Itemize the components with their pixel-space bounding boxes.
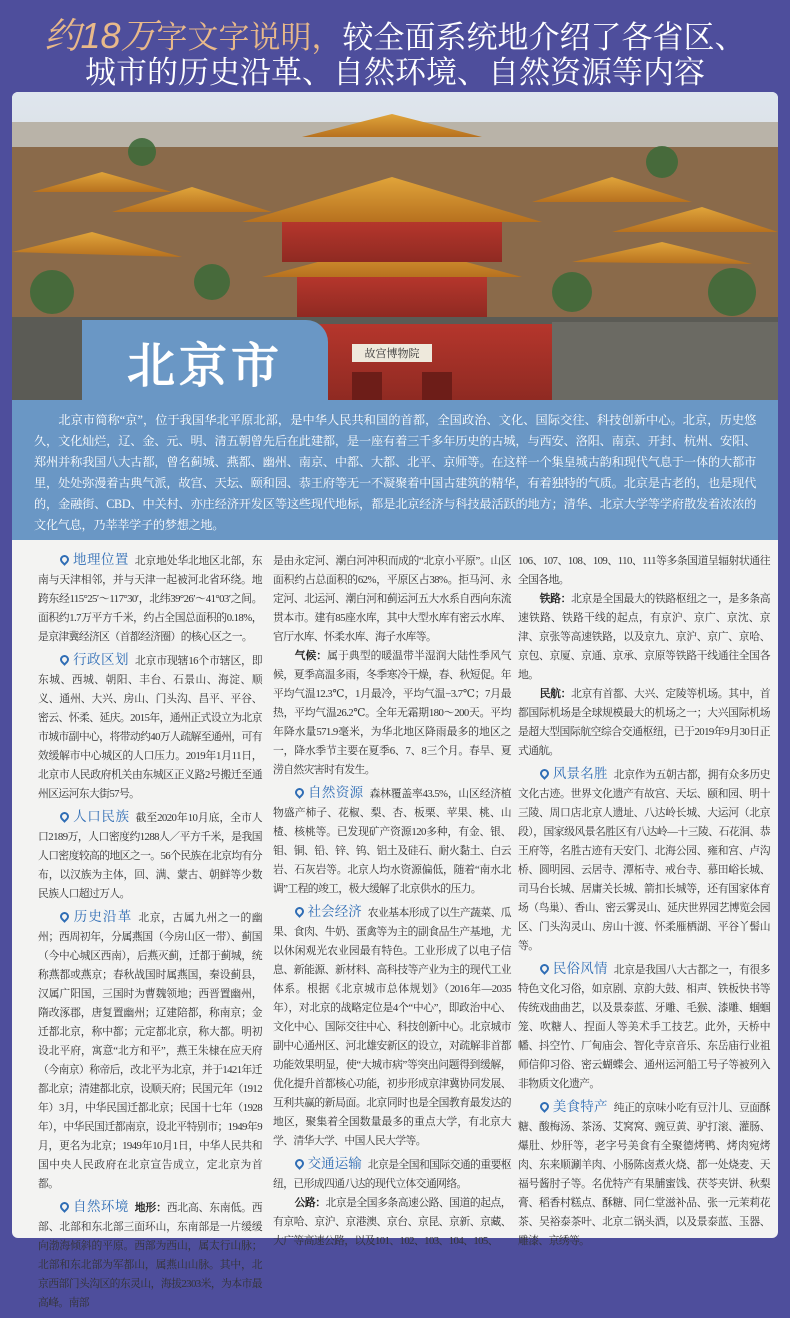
paragraph-text: 西北高、东南低。西部、北部和东北部三面环山，东南部是一片缓缓向渤海倾斜的平原。西部为西山，属太行山脉；北部和东北部为军都山，属燕山山脉。其中，北京西部门头沟区的东灵山，海拔2303米，为本市最高峰。南部 (38, 1202, 263, 1309)
paragraph-text: 北京是我国八大古都之一，有很多特色文化习俗，如京剧、京韵大鼓、相声、铁板快书等传统戏曲曲艺，以及景泰蓝、牙雕、毛猴、漆雕、蝈蝈笼、吹糖人、捏面人等美术手工技艺。此外，天桥中幡、抖空竹、厂甸庙会、智化寺京音乐、东岳庙行业祖师信仰习俗、密云蝴蝶会、通州运河船工号子等被列入非物质文化遗产。 (518, 964, 770, 1090)
paragraph-text: 北京，古属九州之一的幽州；西周初年，分属燕国（今房山区一带）、蓟国（今中心城区西南），后燕灭蓟，迁都于蓟城，统称燕都或燕京；春秋战国时属燕国，秦设蓟县，汉属广阳国，三国时为曹魏领地；西晋置幽州，隋改涿郡，唐复置幽州；辽建陪都，称南京；金迁都北京，称中都；元定都北京，称大都。明初设北平府，寓意“北方和平”，燕王朱棣在应天府（今南京）称帝后，改北平为北京，并于1421年迁都北京；清建都北京，设顺天府；民国元年（1912年）3月，中华民国迁都北京；民国十七年（1928年），中华民国迁都南京，设北平特别市；1949年9月，更名为北京；1949年10月1日，中华人民共和国中央人民政府在北京宣告成立，定北京为首都。 (38, 912, 262, 1190)
subsection-label: 公路： (294, 1197, 326, 1209)
subsection-paragraph (518, 685, 770, 761)
city-title: 北京市 (126, 339, 283, 393)
paragraph-text: 北京是全国和国际交通的重要枢纽，已形成四通八达的现代立体交通网络。 (273, 1159, 511, 1190)
section-paragraph (38, 552, 262, 647)
location-pin-icon (293, 905, 306, 918)
section-title: 人口民族 (72, 809, 130, 824)
column-1 (38, 552, 262, 1318)
section-paragraph (518, 766, 770, 956)
column-3 (518, 552, 770, 1256)
section-paragraph (38, 809, 262, 904)
subsection-paragraph (273, 1194, 511, 1251)
location-pin-icon (538, 767, 551, 780)
paragraph-text: 北京是全国多条高速公路、国道的起点，有京哈、京沪、京港澳、京台、京昆、京新、京藏、大广等高速公路，以及101、102、103、104、105、 (273, 1197, 511, 1247)
subsection-label: 铁路： (539, 593, 572, 605)
subsection-label: 气候： (294, 650, 328, 662)
location-pin-icon (58, 653, 71, 666)
section-title: 自然环境 (72, 1199, 129, 1214)
section-title: 交通运输 (307, 1156, 362, 1171)
content-panel (12, 92, 778, 1309)
subsection-paragraph (273, 647, 511, 780)
headline-accent: 字文字说明， (156, 20, 343, 55)
location-pin-icon (58, 910, 71, 923)
location-pin-icon (293, 1157, 306, 1170)
section-title: 行政区划 (72, 652, 129, 667)
paragraph-text: 北京有首都、大兴、定陵等机场。其中，首都国际机场是全球规模最大的机场之一；大兴国际机场是超大型国际航空综合交通枢纽，已于2019年9月30日正式通航。 (518, 688, 770, 757)
subsection-paragraph (518, 590, 770, 685)
section-title: 民俗风情 (552, 961, 608, 976)
city-title-box (82, 320, 328, 402)
section-paragraph (38, 909, 262, 1194)
photo-sign-text: 故宫博物院 (364, 348, 420, 360)
location-pin-icon (538, 1100, 551, 1113)
paragraph-text: 属于典型的暖温带半湿润大陆性季风气候，夏季高温多雨，冬季寒冷干燥，春、秋短促。年平均气温12.3℃，1月最冷，平均气温−3.7℃；7月最热，平均气温26.2℃。全年无霜期180～200天。平均年降水量571.9毫米，为华北地区降雨最多的地区之一，降水季节主要在夏季6、7、8三个月。春旱、夏涝自然灾害时有发生。 (273, 650, 511, 776)
section-title: 自然资源 (307, 785, 364, 800)
paragraph-text: 截至2020年10月底，全市人口2189万，人口密度约1288人／平方千米，是我国人口密度较高的地区之一。56个民族在北京均有分布，以汉族为主体，回、满、蒙古、朝鲜等少数民族人口超过万人。 (38, 812, 263, 900)
continued-paragraph (273, 552, 511, 647)
paragraph-text: 是由永定河、潮白河冲积而成的“北京小平原”。山区面积约占总面积的62%，平原区占38%。拒马河、永定河、北运河、潮白河和蓟运河五大水系自西向东流贯本市。建有85座水库，其中大型水库有密云水库、官厅水库、怀柔水库、海子水库等。 (273, 555, 511, 643)
continued-paragraph (518, 552, 770, 590)
headline-rest: 较全面系统地介绍了各省区、 (342, 20, 746, 55)
paragraph-text: 北京是全国最大的铁路枢纽之一，是多条高速铁路、铁路干线的起点，有京沪、京广、京沈、京津、京张等高速铁路，以及京九、京沪、京广、京哈、京包、京厦、京通、京承、京原等铁路干线通往全国各地。 (518, 593, 770, 681)
paragraph-text: 北京市现辖16个市辖区，即东城、西城、朝阳、丰台、石景山、海淀、顺义、通州、大兴、房山、门头沟、昌平、平谷、密云、怀柔、延庆。2015年，通州正式设立为北京市城市副中心，将带动约40万人疏解至通州，可有效缓解市中心城区的人口压力。2019年1月11日，北京市人民政府机关由东城区正义路2号搬迁至通州区运河东大街57号。 (38, 655, 262, 800)
paragraph-text: 森林覆盖率43.5%，山区经济植物盛产柿子、花椒、梨、杏、板栗、苹果、桃、山楂、核桃等。已发现矿产资源120多种，有金、银、钼、铜、铅、锌、钨、铝土及硅石、耐火黏土、白云岩、石灰岩等。北京人均水资源偏低，随着“南水北调”工程的竣工，极大缓解了北京供水的压力。 (273, 788, 511, 895)
section-paragraph (273, 904, 511, 1151)
paragraph-text: 农业基本形成了以生产蔬菜、瓜果、食肉、牛奶、蛋禽等为主的副食品生产基地，尤以休闲观光农业园最有特色。工业形成了以电子信息、新能源、新材料、高科技等产业为主的现代工业体系。根据《北京城市总体规划》（2016年—2035年），对北京的战略定位是4个“中心”，即政治中心、文化中心、国际交往中心、科技创新中心。北京城市副中心通州区、河北雄安新区的设立，对疏解非首都功能效果明显，使“大城市病”等突出问题得到缓解，优化提升首都核心功能，初步形成京津冀协同发展、互利共赢的新局面。北京同时也是全国教育最发达的地区，聚集着全国数量最多的重点大学，有北京大学、清华大学、中国人民大学等。 (273, 907, 511, 1147)
paragraph-text: 纯正的京味小吃有豆汁儿、豆面酥糖、酸梅汤、茶汤、艾窝窝、豌豆黄、驴打滚、灌肠、爆肚、炒肝等，老字号美食有全聚德烤鸭、烤肉宛烤肉、东来顺涮羊肉、小肠陈卤煮火烧、都一处烧麦、天福号酱肘子等。名优特产有果脯蜜饯、茯苓夹饼、秋梨膏、稻香村糕点、酥糖、同仁堂滋补品、张一元茉莉花茶、吴裕泰茶叶、北京二锅头酒，以及景泰蓝、玉器、雕漆、京绣等。 (518, 1102, 770, 1247)
intro-paragraph: 北京市简称“京”，位于我国华北平原北部，是中华人民共和国的首都，全国政治、文化、国际交往、科技创新中心。北京，历史悠久，文化灿烂，辽、金、元、明、清五朝曾先后在此建都，是一座有着三千多年历史的古城，与西安、洛阳、南京、开封、杭州、安阳、郑州并称我国八大古都，曾名蓟城、燕都、幽州、南京、中都、大都、北平、京师等。在这样一个集皇城古韵和现代气息于一体的大都市里，处处弥漫着古典气派，故宫、天坛、颐和园、恭王府等无一不凝聚着中国古建筑的精华，有着独特的气质。北京是古老的，也是现代的，金融街、CBD、中关村、亦庄经济开发区等这些现代地标，都是北京经济与科技最活跃的地方；清华、北京大学等学府散发着浓浓的文化气息，乃莘莘学子的梦想之地。 (12, 400, 778, 540)
section-paragraph (518, 1099, 770, 1251)
location-pin-icon (58, 553, 71, 566)
section-title: 风景名胜 (552, 766, 608, 781)
location-pin-icon (538, 962, 551, 975)
section-paragraph (273, 1156, 511, 1194)
subsection-label: 民航： (539, 688, 572, 700)
section-paragraph (518, 961, 770, 1094)
section-paragraph (38, 1199, 262, 1313)
subsection-label: 地形： (134, 1202, 167, 1214)
location-pin-icon (293, 786, 306, 799)
column-2 (273, 552, 511, 1251)
headline-accent-big: 约18万 (44, 15, 157, 56)
section-title: 美食特产 (552, 1099, 608, 1114)
headline-line-2: 城市的历史沿革、自然环境、自然资源等内容 (85, 55, 705, 90)
location-pin-icon (58, 810, 71, 823)
paragraph-text: 北京地处华北地区北部，东南与天津相邻，并与天津一起被河北省环绕。地跨东经115°25′～117°30′，北纬39°26′～41°03′之间。面积约1.7万平方千米，约占全国总面积的0.18%，是京津冀经济区（首都经济圈）的核心区之一。 (38, 555, 262, 643)
paragraph-text: 北京作为五朝古都，拥有众多历史文化古迹。世界文化遗产有故宫、天坛、颐和园、明十三陵、周口店北京人遗址、八达岭长城、大运河（北京段），国家级风景名胜区有八达岭—十三陵、石花洞、恭王府等，名胜古迹有天安门、北海公园、雍和宫、卢沟桥、圆明园、云居寺、潭柘寺、戒台寺、慕田峪长城、司马台长城、居庸关长城、箭扣长城等，还有国家体育场（鸟巢）、香山、密云雾灵山、延庆世界园艺博览会园区、门头沟灵山、房山十渡、怀柔雁栖湖、平谷丫髻山等。 (518, 769, 770, 952)
section-paragraph (273, 785, 511, 899)
location-pin-icon (58, 1200, 71, 1213)
paragraph-text: 106、107、108、109、110、111等多条国道呈辐射状通往全国各地。 (518, 555, 770, 586)
section-title: 历史沿革 (72, 909, 133, 924)
section-title: 社会经济 (307, 904, 362, 919)
section-paragraph (38, 652, 262, 804)
section-title: 地理位置 (72, 552, 129, 567)
